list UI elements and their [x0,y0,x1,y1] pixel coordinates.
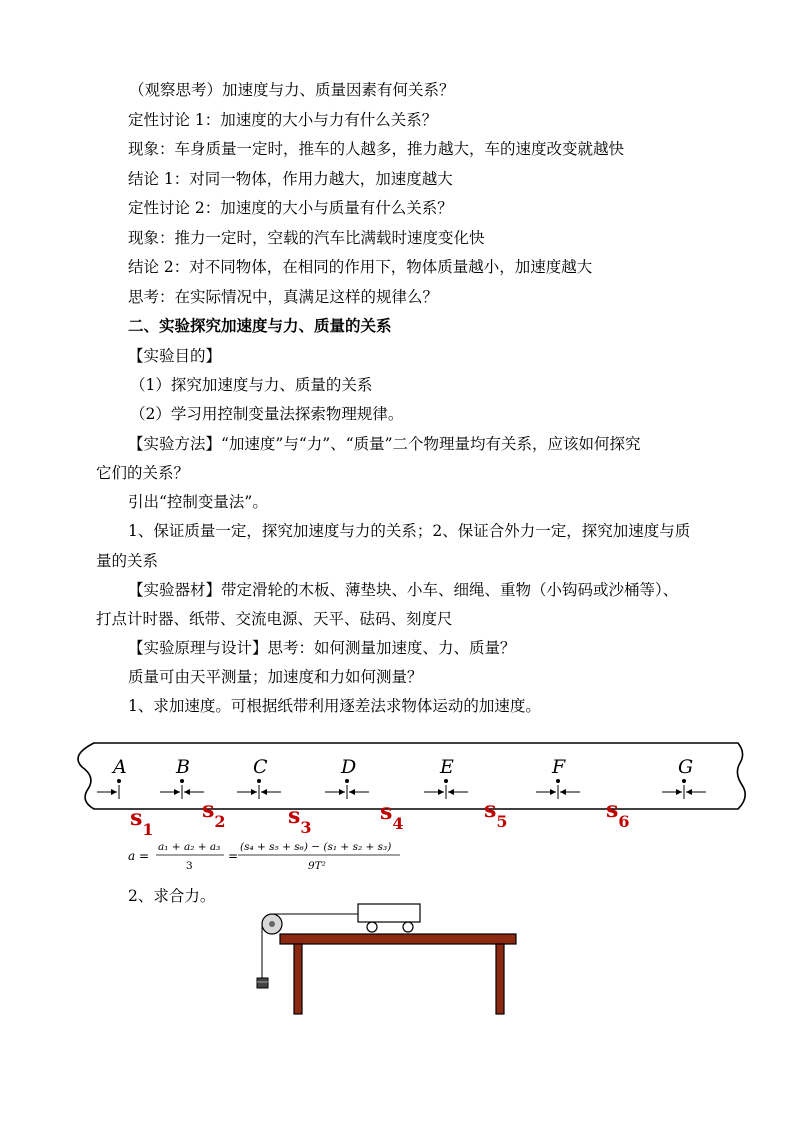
tape-dot [117,779,121,783]
conclusion-2: 结论 2：对不同物体，在相同的作用下，物体质量越小，加速度越大 [128,258,593,276]
ticker-tape-diagram [66,735,756,835]
principle-line-2: 质量可由天平测量；加速度和力如何测量？ [128,668,423,686]
method-intro: 引出“控制变量法”。 [128,493,268,511]
phenomenon-1: 现象：车身质量一定时，推车的人越多，推力越大，车的速度改变就越快 [128,140,625,158]
tape-segment-label: $s_4$ [380,799,404,833]
tape-dot [682,779,686,783]
discussion-1: 定性讨论 1：加速度的大小与力有什么关系？ [128,111,438,129]
formula-num-1: a₁ + a₂ + a₃ [158,841,221,853]
tape-segment-label: $s_1$ [130,805,154,835]
tape-segment-subscript: 3 [300,818,312,835]
tape-dot [556,779,560,783]
tape-segment-subscript: 4 [392,814,404,833]
hanging-weight [257,978,268,988]
tape-dot [257,779,261,783]
tape-dot [180,779,184,783]
tape-point-label: C [253,756,268,778]
phenomenon-2: 现象：推力一定时，空载的汽车比满载时速度变化快 [128,229,485,247]
purpose-item-1: （1）探究加速度与力、质量的关系 [130,376,373,394]
think-question: 思考：在实际情况中，真满足这样的规律么？ [128,288,439,306]
tape-point-label: B [176,756,190,778]
purpose-label: 【实验目的】 [128,347,222,365]
principle-step-1: 1、求加速度。可根据纸带利用逐差法求物体运动的加速度。 [128,697,541,715]
formula-eq: = [228,849,239,863]
table-leg-right [496,944,504,1014]
method-line-2: 它们的关系？ [96,464,190,482]
method-line-1: 【实验方法】“加速度”与“力”、“质量”二个物理量均有关系，应该如何探究 [128,435,641,453]
tape-dot [345,779,349,783]
tape-point-label: A [113,756,127,778]
tape-segment-subscript: 1 [142,820,154,835]
ticker-tape-svg [66,735,756,835]
principle-step-2: 2、求合力。 [128,887,216,905]
tape-segment-subscript: 5 [496,812,508,831]
equipment-line-1: 【实验器材】带定滑轮的木板、薄垫块、小车、细绳、重物（小钩码或沙桶等）、 [128,581,679,599]
discussion-2: 定性讨论 2：加速度的大小与质量有什么关系？ [128,199,453,217]
section-heading: 二、实验探究加速度与力、质量的关系 [128,316,392,335]
tape-point-label: D [341,756,357,778]
tape-point-label: F [552,756,566,778]
formula-lhs: a = [128,849,150,863]
acceleration-formula [128,836,418,876]
cart-table-figure [250,896,530,1020]
tape-segment-subscript: 2 [214,812,226,831]
tape-segment-label: $s_3$ [288,803,312,835]
table-leg-left [294,944,302,1014]
tape-dot [444,779,448,783]
table-svg [250,896,530,1020]
formula-num-2: (s₄ + s₅ + s₆) − (s₁ + s₂ + s₃) [240,841,392,853]
cart-wheel-left [367,922,377,932]
tape-point-label: G [678,756,694,778]
tape-point-label: E [440,756,454,778]
cart-wheel-right [403,922,413,932]
tape-segment-subscript: 6 [618,812,630,831]
equipment-line-2: 打点计时器、纸带、交流电源、天平、砝码、刻度尺 [96,610,453,628]
formula-den-2: 9T² [308,860,326,872]
tape-segment-label: $s_2$ [202,797,226,831]
pulley-axle [269,921,275,927]
cart-body [358,904,420,922]
conclusion-1: 结论 1：对同一物体，作用力越大，加速度越大 [128,170,453,188]
principle-line-1: 【实验原理与设计】思考：如何测量加速度、力、质量？ [128,639,516,657]
purpose-item-2: （2）学习用控制变量法探索物理规律。 [130,405,404,423]
formula-svg [128,836,418,876]
observe-question: （观察思考）加速度与力、质量因素有何关系？ [129,81,455,99]
formula-den-1: 3 [186,860,193,872]
tape-segment-label: $s_5$ [484,797,508,831]
tabletop [280,934,516,944]
tape-segment-label: $s_6$ [606,797,630,831]
method-steps-line-1: 1、保证质量一定，探究加速度与力的关系；2、保证合外力一定，探究加速度与质 [128,522,691,540]
method-steps-line-2: 量的关系 [96,552,159,570]
